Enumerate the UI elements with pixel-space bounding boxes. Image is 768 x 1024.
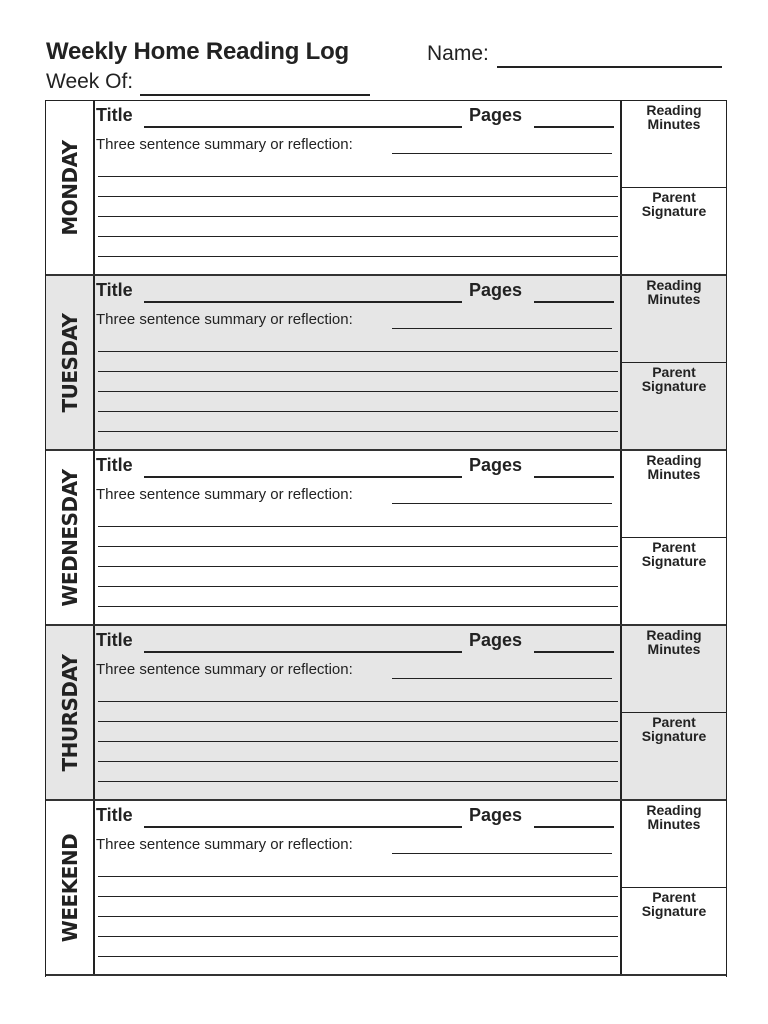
summary-field-line[interactable] (392, 328, 612, 329)
entry-area (95, 801, 621, 974)
week-of-field-line[interactable] (140, 94, 370, 96)
day-label: WEDNESDAY (57, 468, 82, 607)
summary-label: Three sentence summary or reflection: (96, 661, 353, 678)
book-title-label: Title (96, 630, 133, 650)
summary-field-line[interactable] (392, 853, 612, 854)
day-cell (46, 451, 95, 624)
day-row-weekend (46, 801, 726, 976)
pages-field-line[interactable] (534, 826, 614, 828)
book-title-label: Title (96, 105, 133, 125)
book-title-label: Title (96, 805, 133, 825)
book-title-label: Title (96, 455, 133, 475)
day-row-monday (46, 101, 726, 276)
reading-minutes-box[interactable] (622, 626, 726, 713)
summary-writing-line[interactable] (98, 391, 618, 392)
side-boxes (620, 101, 726, 274)
book-title-field-line[interactable] (144, 476, 462, 478)
parent-signature-label: Signature (641, 553, 707, 569)
summary-label: Three sentence summary or reflection: (96, 136, 353, 153)
reading-minutes-label: Minutes (647, 641, 701, 657)
pages-label: Pages (469, 630, 523, 650)
summary-writing-line[interactable] (98, 741, 618, 742)
book-title-field-line[interactable] (144, 301, 462, 303)
day-cell (46, 626, 95, 799)
parent-signature-label: Parent (652, 889, 696, 905)
page-title: Weekly Home Reading Log (46, 38, 350, 65)
summary-writing-line[interactable] (98, 956, 618, 957)
parent-signature-label: Signature (641, 378, 707, 394)
summary-writing-line[interactable] (98, 916, 618, 917)
parent-signature-label: Parent (652, 189, 696, 205)
parent-signature-label: Signature (641, 203, 707, 219)
parent-signature-label: Parent (652, 539, 696, 555)
day-label: TUESDAY (57, 312, 82, 413)
pages-label: Pages (469, 105, 523, 125)
reading-minutes-box[interactable] (622, 276, 726, 363)
pages-field-line[interactable] (534, 476, 614, 478)
side-boxes (620, 451, 726, 624)
summary-label: Three sentence summary or reflection: (96, 486, 353, 503)
summary-writing-line[interactable] (98, 606, 618, 607)
pages-label: Pages (469, 805, 523, 825)
day-label: MONDAY (57, 139, 82, 236)
parent-signature-box[interactable] (622, 713, 726, 801)
reading-minutes-label: Reading (646, 277, 702, 293)
summary-writing-line[interactable] (98, 196, 618, 197)
reading-minutes-box[interactable] (622, 451, 726, 538)
summary-writing-line[interactable] (98, 721, 618, 722)
summary-writing-line[interactable] (98, 876, 618, 877)
book-title-label: Title (96, 280, 133, 300)
entry-area (95, 101, 621, 274)
side-boxes (620, 276, 726, 449)
entry-area (95, 276, 621, 449)
book-title-field-line[interactable] (144, 651, 462, 653)
entry-area (95, 451, 621, 624)
reading-log-table (45, 100, 727, 977)
summary-field-line[interactable] (392, 153, 612, 154)
summary-writing-line[interactable] (98, 781, 618, 782)
reading-minutes-label: Reading (646, 452, 702, 468)
reading-minutes-label: Reading (646, 802, 702, 818)
side-boxes (620, 626, 726, 799)
parent-signature-label: Signature (641, 728, 707, 744)
summary-field-line[interactable] (392, 678, 612, 679)
book-title-field-line[interactable] (144, 826, 462, 828)
summary-writing-line[interactable] (98, 936, 618, 937)
day-label: THURSDAY (57, 653, 82, 772)
entry-area (95, 626, 621, 799)
summary-label: Three sentence summary or reflection: (96, 311, 353, 328)
day-row-wednesday (46, 451, 726, 626)
day-row-thursday (46, 626, 726, 801)
summary-label: Three sentence summary or reflection: (96, 836, 353, 853)
parent-signature-label: Parent (652, 364, 696, 380)
name-field-line[interactable] (497, 66, 722, 68)
reading-minutes-box[interactable] (622, 801, 726, 888)
reading-minutes-label: Reading (646, 627, 702, 643)
day-label: WEEKEND (57, 833, 82, 942)
summary-writing-line[interactable] (98, 351, 618, 352)
reading-minutes-box[interactable] (622, 101, 726, 188)
reading-minutes-label: Minutes (647, 291, 701, 307)
reading-minutes-label: Minutes (647, 116, 701, 132)
summary-writing-line[interactable] (98, 256, 618, 257)
summary-writing-line[interactable] (98, 236, 618, 237)
summary-writing-line[interactable] (98, 216, 618, 217)
pages-label: Pages (469, 280, 523, 300)
parent-signature-box[interactable] (622, 363, 726, 451)
parent-signature-box[interactable] (622, 888, 726, 976)
summary-writing-line[interactable] (98, 411, 618, 412)
summary-writing-line[interactable] (98, 566, 618, 567)
parent-signature-label: Parent (652, 714, 696, 730)
summary-writing-line[interactable] (98, 526, 618, 527)
pages-field-line[interactable] (534, 651, 614, 653)
side-boxes (620, 801, 726, 974)
reading-minutes-label: Minutes (647, 816, 701, 832)
summary-writing-line[interactable] (98, 761, 618, 762)
week-of-label: Week Of: (46, 70, 134, 93)
day-cell (46, 276, 95, 449)
summary-writing-line[interactable] (98, 896, 618, 897)
summary-writing-line[interactable] (98, 701, 618, 702)
reading-minutes-label: Reading (646, 102, 702, 118)
day-row-tuesday (46, 276, 726, 451)
parent-signature-label: Signature (641, 903, 707, 919)
day-cell (46, 101, 95, 274)
day-cell (46, 801, 95, 974)
name-label: Name: (427, 42, 489, 65)
parent-signature-box[interactable] (622, 188, 726, 276)
parent-signature-box[interactable] (622, 538, 726, 626)
summary-writing-line[interactable] (98, 586, 618, 587)
pages-field-line[interactable] (534, 301, 614, 303)
summary-writing-line[interactable] (98, 546, 618, 547)
pages-label: Pages (469, 455, 523, 475)
book-title-field-line[interactable] (144, 126, 462, 128)
summary-writing-line[interactable] (98, 176, 618, 177)
summary-writing-line[interactable] (98, 431, 618, 432)
summary-writing-line[interactable] (98, 371, 618, 372)
reading-minutes-label: Minutes (647, 466, 701, 482)
summary-field-line[interactable] (392, 503, 612, 504)
pages-field-line[interactable] (534, 126, 614, 128)
